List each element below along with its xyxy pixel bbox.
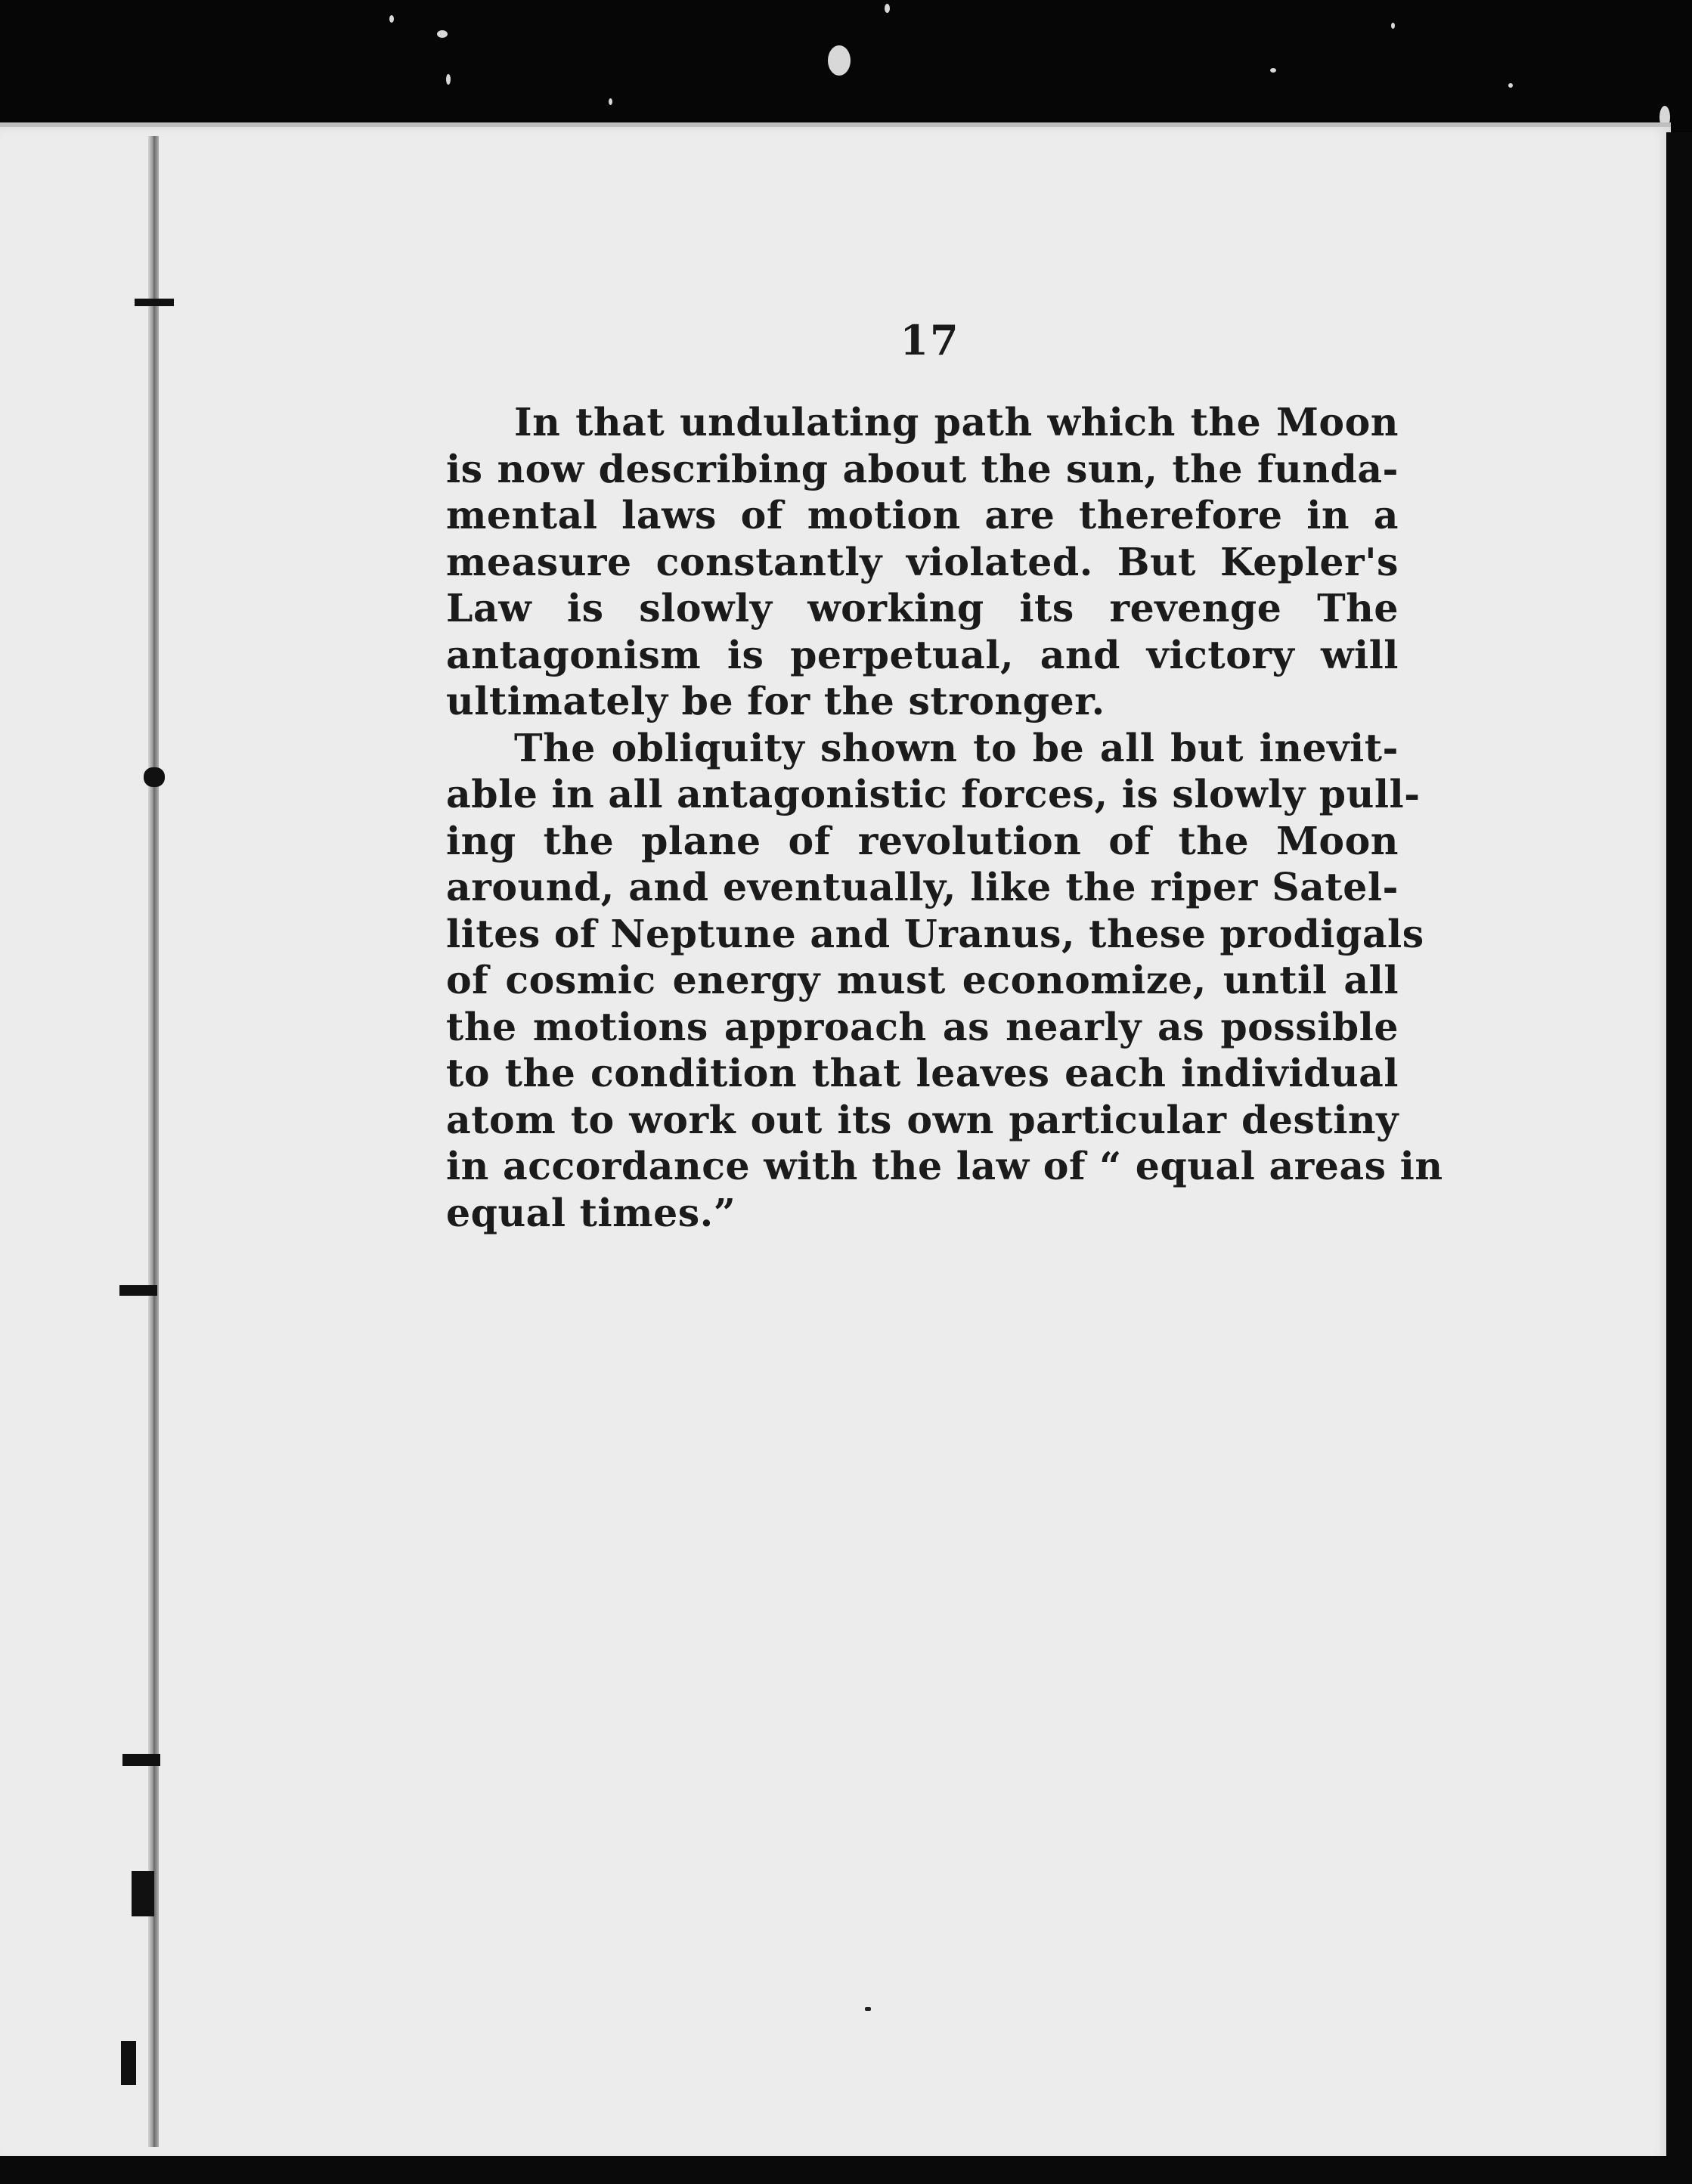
text-line: antagonism is perpetual, and victory will <box>446 632 1399 677</box>
paragraph <box>446 725 1443 1237</box>
stray-mark <box>865 2007 871 2011</box>
dust-speck <box>446 74 451 85</box>
text-line: the motions approach as nearly as possible <box>446 1004 1399 1049</box>
text-line: Law is slowly working its revenge The <box>446 586 1399 630</box>
binding-mark <box>121 2041 136 2085</box>
text-line: to the condition that leaves each individual <box>446 1051 1399 1095</box>
binding-mark <box>119 1285 157 1296</box>
binding-mark <box>132 1871 154 1916</box>
text-line: ultimately be for the stronger. <box>446 679 1105 723</box>
text-line: The obliquity shown to be all but inevit- <box>514 725 1399 770</box>
binding-mark <box>144 767 165 787</box>
text-line: around, and eventually, like the riper Satel- <box>446 865 1399 909</box>
dark-scan-margin-top <box>0 0 1692 132</box>
dust-speck <box>885 4 890 13</box>
paragraph <box>446 399 1399 725</box>
text-line: mental laws of motion are therefore in a <box>446 493 1399 537</box>
binding-gutter <box>148 136 159 2147</box>
text-line: In that undulating path which the Moon <box>514 400 1399 445</box>
dust-speck <box>1508 83 1513 88</box>
binding-mark <box>122 1754 160 1766</box>
text-line: is now describing about the sun, the funda- <box>446 446 1399 491</box>
page-number: 17 <box>900 316 960 364</box>
dust-speck <box>437 30 448 38</box>
dust-speck <box>389 15 394 23</box>
text-line: equal times.” <box>446 1190 736 1235</box>
dark-scan-margin-bottom <box>0 2156 1692 2184</box>
dust-speck <box>1270 68 1276 73</box>
text-line: able in all antagonistic forces, is slowly pull- <box>446 772 1421 816</box>
text-line: in accordance with the law of “ equal areas in <box>446 1144 1443 1188</box>
text-line: atom to work out its own particular destiny <box>446 1097 1399 1142</box>
dark-scan-margin-right <box>1666 132 1692 2184</box>
text-line: lites of Neptune and Uranus, these prodigals <box>446 911 1424 956</box>
text-line: of cosmic energy must economize, until all <box>446 958 1399 1002</box>
text-line: ing the plane of revolution of the Moon <box>446 818 1399 863</box>
binding-mark <box>135 299 174 306</box>
text-line: measure constantly violated. But Kepler's <box>446 539 1399 584</box>
dust-speck <box>609 98 612 105</box>
body-text <box>446 399 1443 1236</box>
dust-speck <box>1391 23 1395 29</box>
dust-speck <box>828 45 851 76</box>
